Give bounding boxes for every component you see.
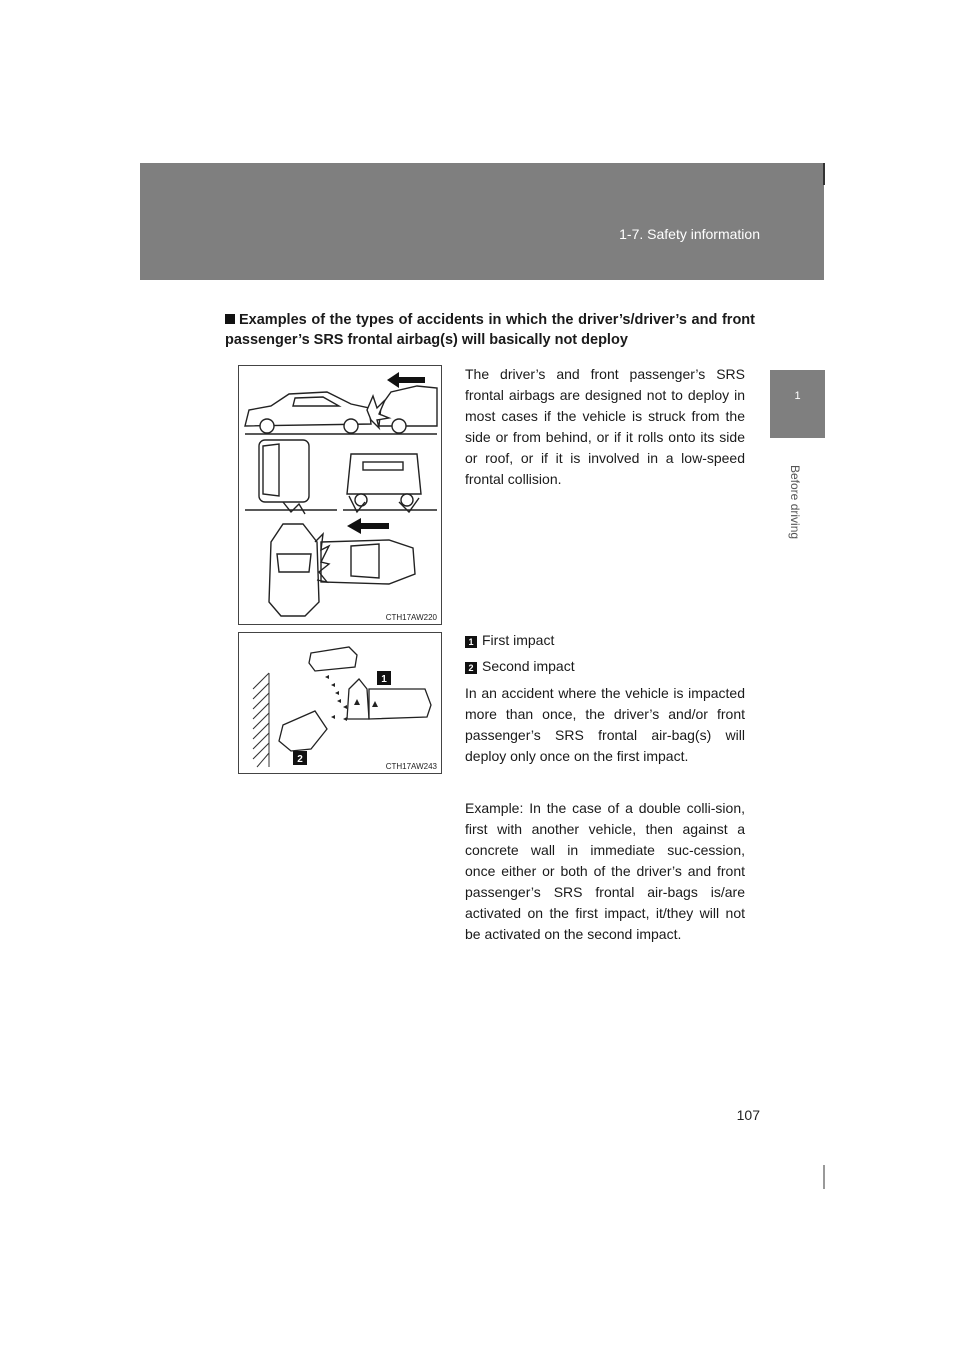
- paragraph-example: Example: In the case of a double colli-sion, first with another vehicle, then against a concrete wall in immediate suc-cession, once either or both of the driver’s and front passenger’s SRS frontal air-bags is/are activated on the first impact, it/they will not be activated on the second impact.: [465, 800, 745, 942]
- figure-marker-2: 2: [297, 754, 303, 765]
- figure-code: CTH17AW220: [385, 613, 437, 622]
- double-collision-illustration: [239, 633, 441, 773]
- heading-text: Examples of the types of accidents in which the driver’s/driver’s and front passenger’s SRS frontal airbag(s) will basically not deploy: [225, 312, 755, 348]
- figure-code: CTH17AW243: [385, 762, 437, 771]
- chapter-tab: [770, 370, 825, 438]
- callout-label: First impact: [482, 632, 555, 648]
- square-bullet-icon: [225, 314, 235, 324]
- chapter-number: 1: [794, 390, 801, 402]
- page-number: 107: [736, 1107, 760, 1123]
- header-band: [140, 163, 824, 280]
- callout-number: 2: [465, 662, 477, 674]
- section-heading: [225, 310, 755, 350]
- accident-types-illustration: [239, 366, 441, 624]
- figure-marker-1: 1: [381, 674, 387, 685]
- callout-label: Second impact: [482, 658, 575, 674]
- callout-second-impact: [465, 656, 575, 677]
- paragraph-deploy-conditions: The driver’s and front passenger’s SRS frontal airbags are designed not to deploy in most cases if the vehicle is struck from the side or from behind, or if it rolls onto its side or roof, or if it is involved in a low-speed frontal collision.: [465, 366, 745, 487]
- crop-mark: [823, 163, 825, 185]
- callout-number: 1: [465, 636, 477, 648]
- figure-double-collision: [238, 632, 442, 774]
- crop-mark: [823, 1165, 825, 1189]
- callout-first-impact: [465, 630, 554, 651]
- chapter-label: Before driving: [788, 465, 802, 540]
- chapter-label-container: [770, 455, 825, 575]
- figure-accident-types: [238, 365, 442, 625]
- section-title: 1-7. Safety information: [619, 226, 760, 242]
- paragraph-multiple-impacts: In an accident where the vehicle is impacted more than once, the driver’s and/or front passenger’s SRS frontal air-bag(s) will deploy only once on the first impact.: [465, 685, 745, 764]
